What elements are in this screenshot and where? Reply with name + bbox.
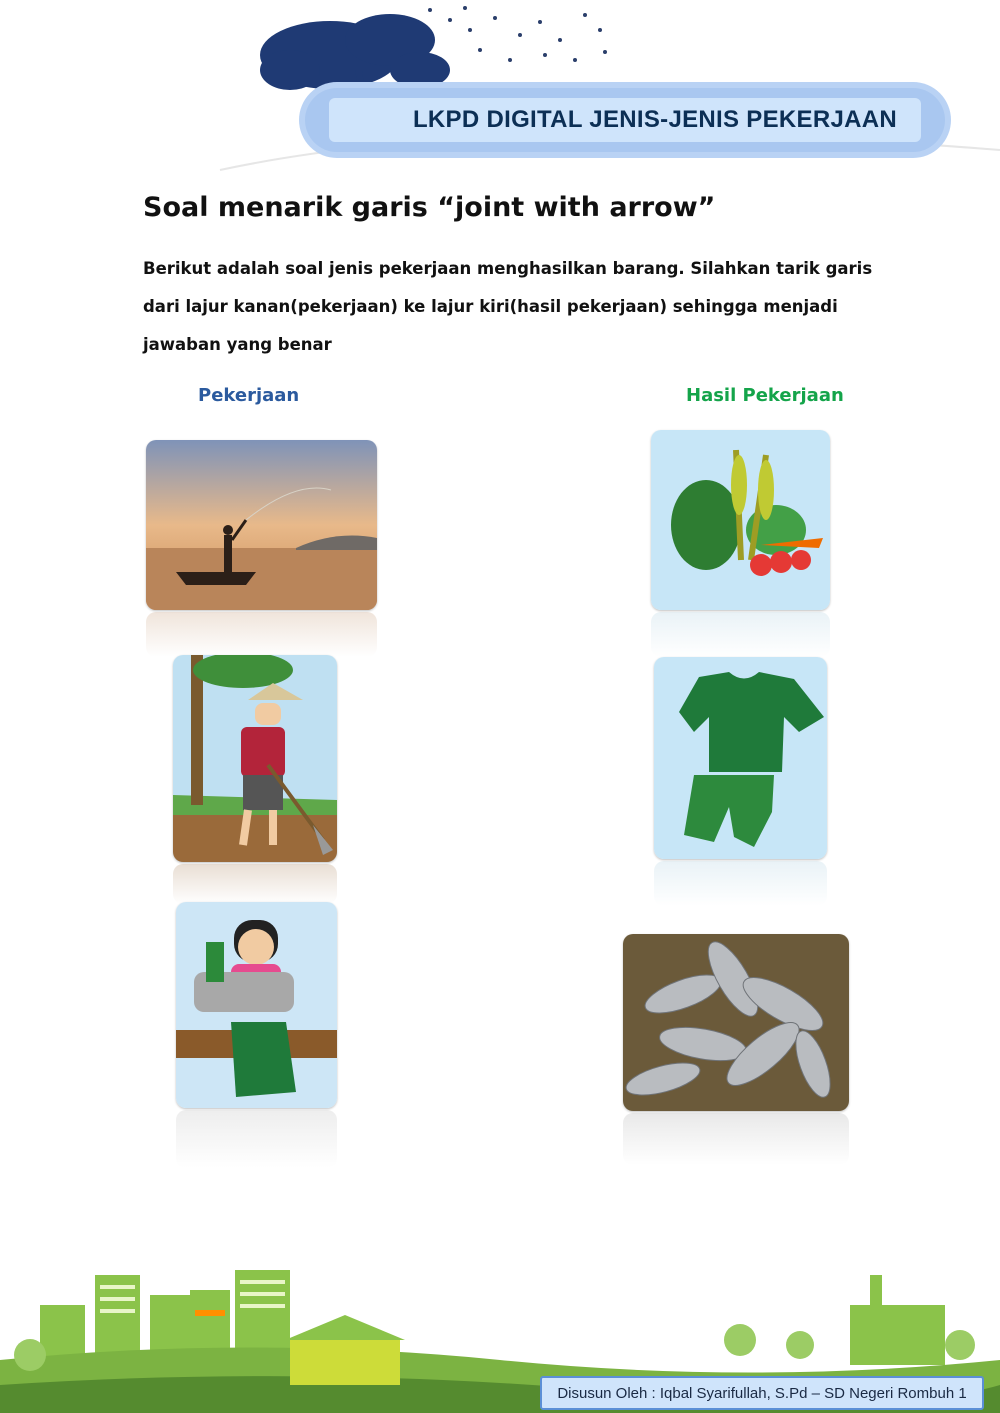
crops-card[interactable] bbox=[651, 430, 830, 610]
fish-card[interactable] bbox=[623, 934, 849, 1111]
column-label-hasil: Hasil Pekerjaan bbox=[686, 385, 844, 406]
fisherman-casting-net-image bbox=[146, 440, 377, 610]
author-credit: Disusun Oleh : Iqbal Syarifullah, S.Pd – SD Negeri Rombuh 1 bbox=[540, 1376, 984, 1410]
tailor-card[interactable] bbox=[176, 902, 337, 1108]
column-label-pekerjaan: Pekerjaan bbox=[198, 385, 300, 406]
crops-vegetables-image bbox=[651, 430, 830, 610]
clothes-card[interactable] bbox=[654, 657, 827, 859]
fisherman-card[interactable] bbox=[146, 440, 377, 610]
farmer-hoeing-image bbox=[173, 655, 337, 862]
fish-pile-image bbox=[623, 934, 849, 1111]
tailor-sewing-image bbox=[176, 902, 337, 1108]
farmer-card[interactable] bbox=[173, 655, 337, 862]
instructions-text: Berikut adalah soal jenis pekerjaan menghasilkan barang. Silahkan tarik garis dari lajur kanan(pekerjaan) ke lajur kiri(hasil pekerjaan) sehingga menjadi jawaban yang benar bbox=[143, 259, 873, 354]
clothes-image bbox=[654, 657, 827, 859]
banner-title: LKPD DIGITAL JENIS-JENIS PEKERJAAN bbox=[412, 106, 898, 133]
title-banner bbox=[305, 88, 945, 152]
page-heading: Soal menarik garis “joint with arrow” bbox=[143, 192, 716, 223]
